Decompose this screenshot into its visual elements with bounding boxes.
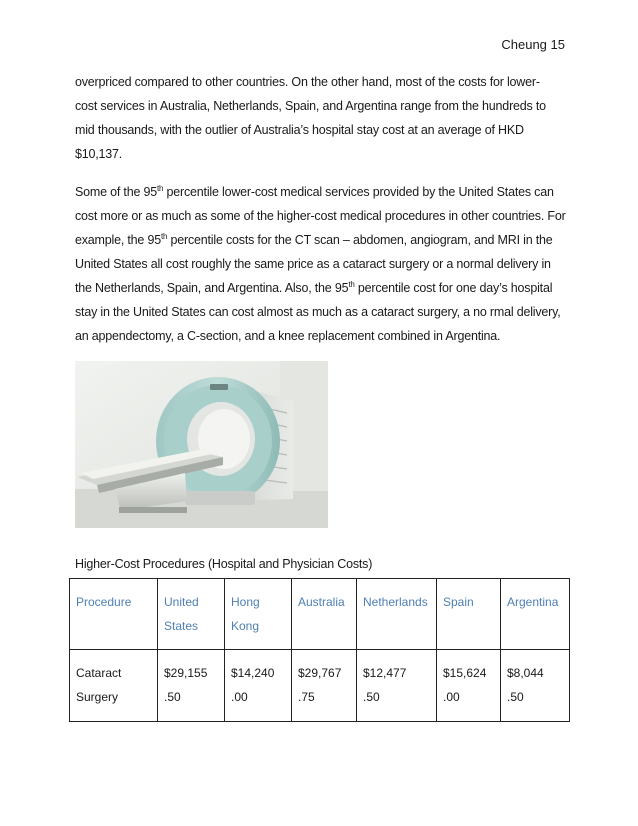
paragraph-2-line: the Netherlands, Spain, and Argentina. Also, the 95th percentile cost for one day’s hospital bbox=[75, 280, 553, 295]
paragraph-1-line: overpriced compared to other countries. On the other hand, most of the costs for lower- bbox=[75, 75, 540, 89]
ct-scanner-photo bbox=[75, 361, 328, 528]
superscript: th bbox=[156, 184, 164, 193]
paragraph-2-line: stay in the United States can cost almost as much as a cataract surgery, a no rmal delivery, bbox=[75, 305, 561, 319]
header-cell-united-states: United States bbox=[158, 579, 225, 650]
header-cell-argentina: Argentina bbox=[501, 579, 570, 650]
table-title: Higher-Cost Procedures (Hospital and Physician Costs) bbox=[75, 557, 373, 571]
table-header-row bbox=[70, 579, 570, 650]
paragraph-1-line: $10,137. bbox=[75, 147, 123, 161]
paragraph-2-line: example, the 95th percentile costs for the CT scan – abdomen, angiogram, and MRI in the bbox=[75, 232, 553, 247]
header-cell-hong-kong: Hong Kong bbox=[225, 579, 292, 650]
table-row bbox=[70, 650, 570, 722]
paragraph-2-line: United States all cost roughly the same price as a cataract surgery or a normal delivery in bbox=[75, 257, 551, 271]
header-cell-australia: Australia bbox=[292, 579, 357, 650]
table-cell: Cataract Surgery bbox=[70, 650, 158, 722]
page-header: Cheung 15 bbox=[501, 37, 565, 52]
table-cell: $12,477 .50 bbox=[357, 650, 437, 722]
paragraph-1-line: mid thousands, with the outlier of Australia’s hospital stay cost at an average of HKD bbox=[75, 123, 524, 137]
table-cell: $14,240 .00 bbox=[225, 650, 292, 722]
paragraph-1-line: cost services in Australia, Netherlands, Spain, and Argentina range from the hundreds to bbox=[75, 99, 546, 113]
header-cell-netherlands: Netherlands bbox=[357, 579, 437, 650]
superscript: th bbox=[348, 280, 355, 289]
table-cell: $29,155 .50 bbox=[158, 650, 225, 722]
table-cell: $15,624 .00 bbox=[437, 650, 501, 722]
superscript: th bbox=[160, 232, 168, 241]
higher-cost-procedures-table bbox=[69, 578, 570, 722]
paragraph-2-line: cost more or as much as some of the higher-cost medical procedures in other countries. For bbox=[75, 209, 566, 223]
paragraph-2-line: Some of the 95th percentile lower-cost medical services provided by the United States can bbox=[75, 184, 554, 199]
table-cell: $8,044 .50 bbox=[501, 650, 570, 722]
table-cell: $29,767 .75 bbox=[292, 650, 357, 722]
paragraph-2 bbox=[75, 180, 567, 348]
header-cell-spain: Spain bbox=[437, 579, 501, 650]
paragraph-1 bbox=[75, 70, 567, 166]
header-cell-procedure: Procedure bbox=[70, 579, 158, 650]
paragraph-2-line: an appendectomy, a C-section, and a knee replacement combined in Argentina. bbox=[75, 329, 501, 343]
